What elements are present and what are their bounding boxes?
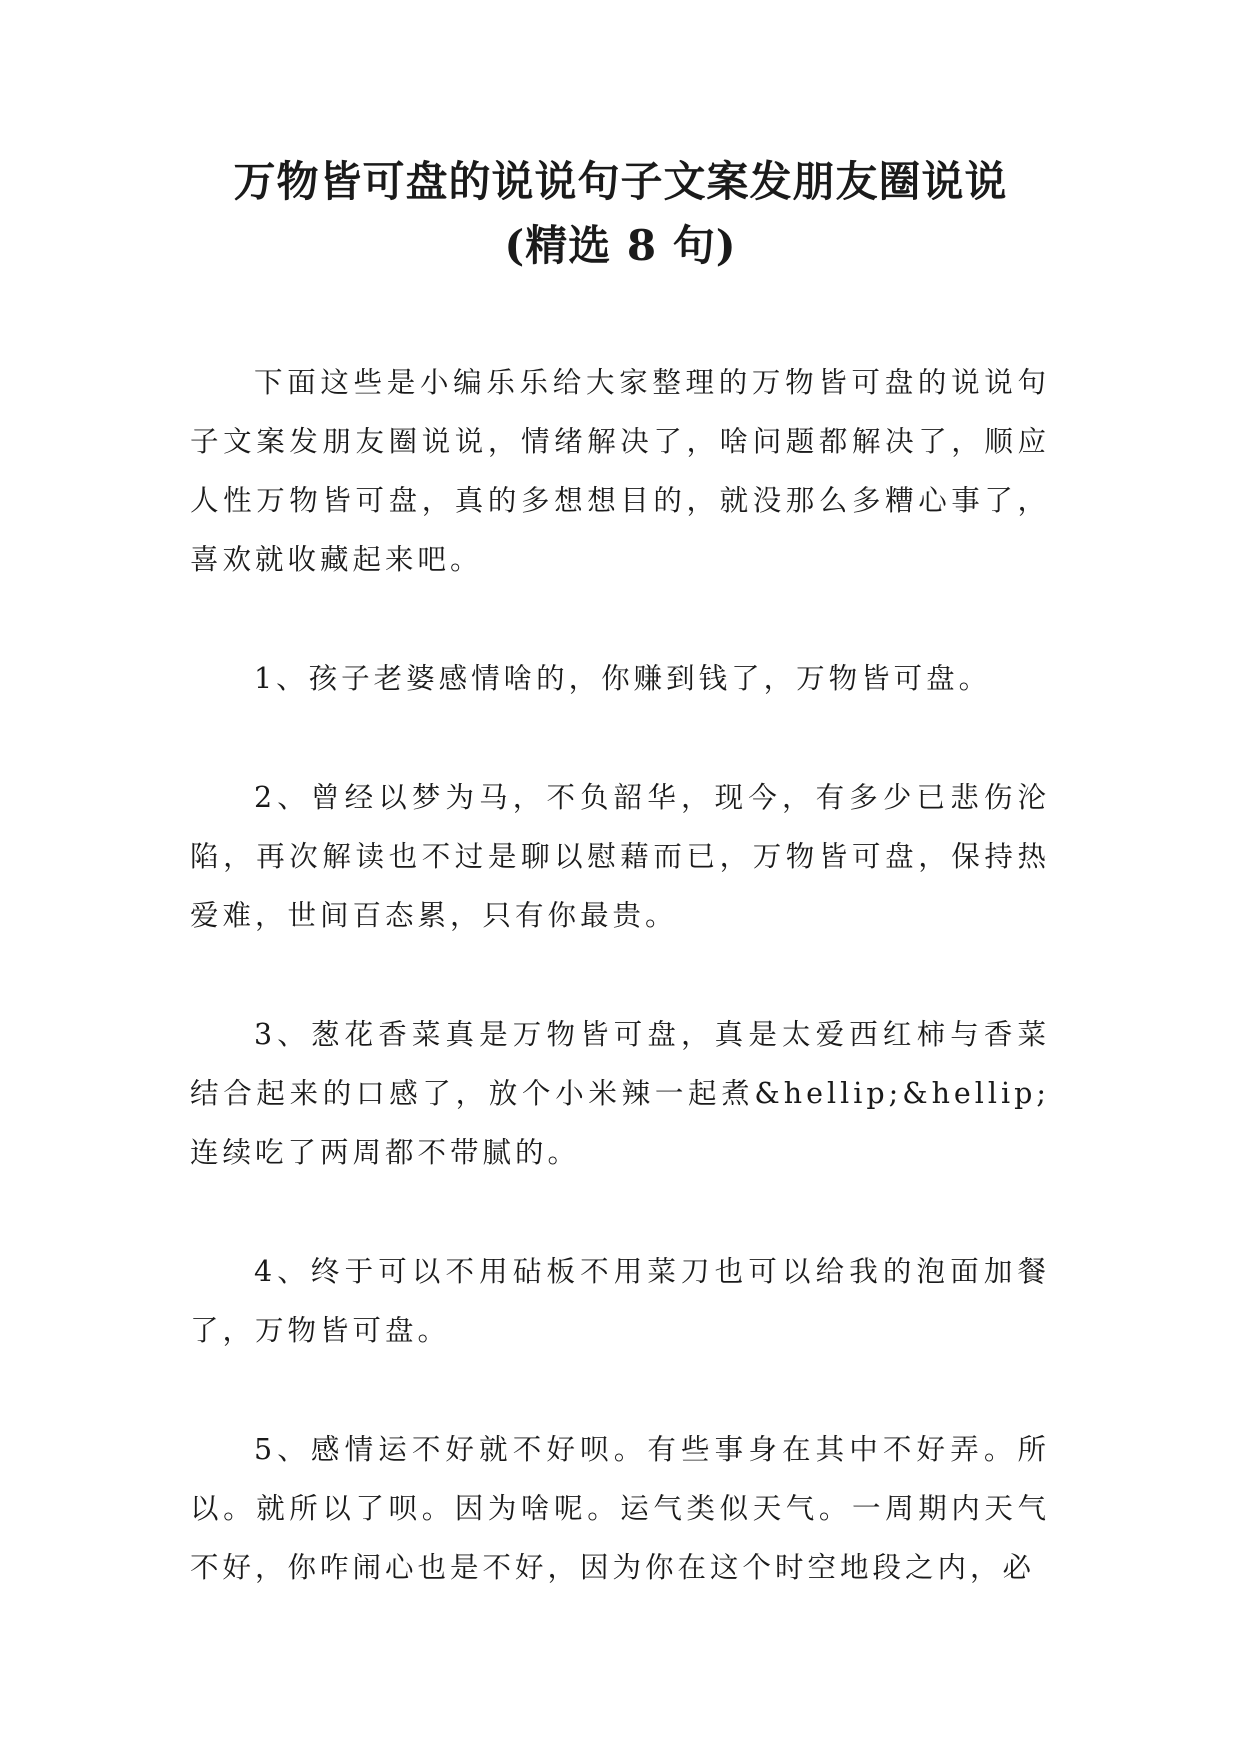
- list-item: 4、终于可以不用砧板不用菜刀也可以给我的泡面加餐了，万物皆可盘。: [190, 1255, 1050, 1347]
- list-item: 5、感情运不好就不好呗。有些事身在其中不好弄。所以。就所以了呗。因为啥呢。运气类似天气。一周期内天气不好，你咋闹心也是不好，因为你在这个时空地段之内，必: [190, 1433, 1050, 1584]
- list-item: 2、曾经以梦为马，不负韶华，现今，有多少已悲伤沦陷，再次解读也不过是聊以慰藉而已，万物皆可盘，保持热爱难，世间百态累，只有你最贵。: [190, 781, 1050, 932]
- list-item: 3、葱花香菜真是万物皆可盘，真是太爱西红柿与香菜结合起来的口感了，放个小米辣一起煮&hellip;&hellip;连续吃了两周都不带腻的。: [190, 1018, 1050, 1169]
- list-item: 1、孩子老婆感情啥的，你赚到钱了，万物皆可盘。: [254, 662, 992, 695]
- title-line-2: (精选 8 句): [504, 221, 737, 270]
- document-body: [190, 353, 1050, 1657]
- document-title: [150, 150, 1091, 278]
- title-line-1: 万物皆可盘的说说句子文案发朋友圈说说: [233, 157, 1008, 206]
- intro-paragraph: 下面这些是小编乐乐给大家整理的万物皆可盘的说说句子文案发朋友圈说说，情绪解决了，啥问题都解决了，顺应人性万物皆可盘，真的多想想目的，就没那么多糟心事了，喜欢就收藏起来吧。: [190, 366, 1050, 576]
